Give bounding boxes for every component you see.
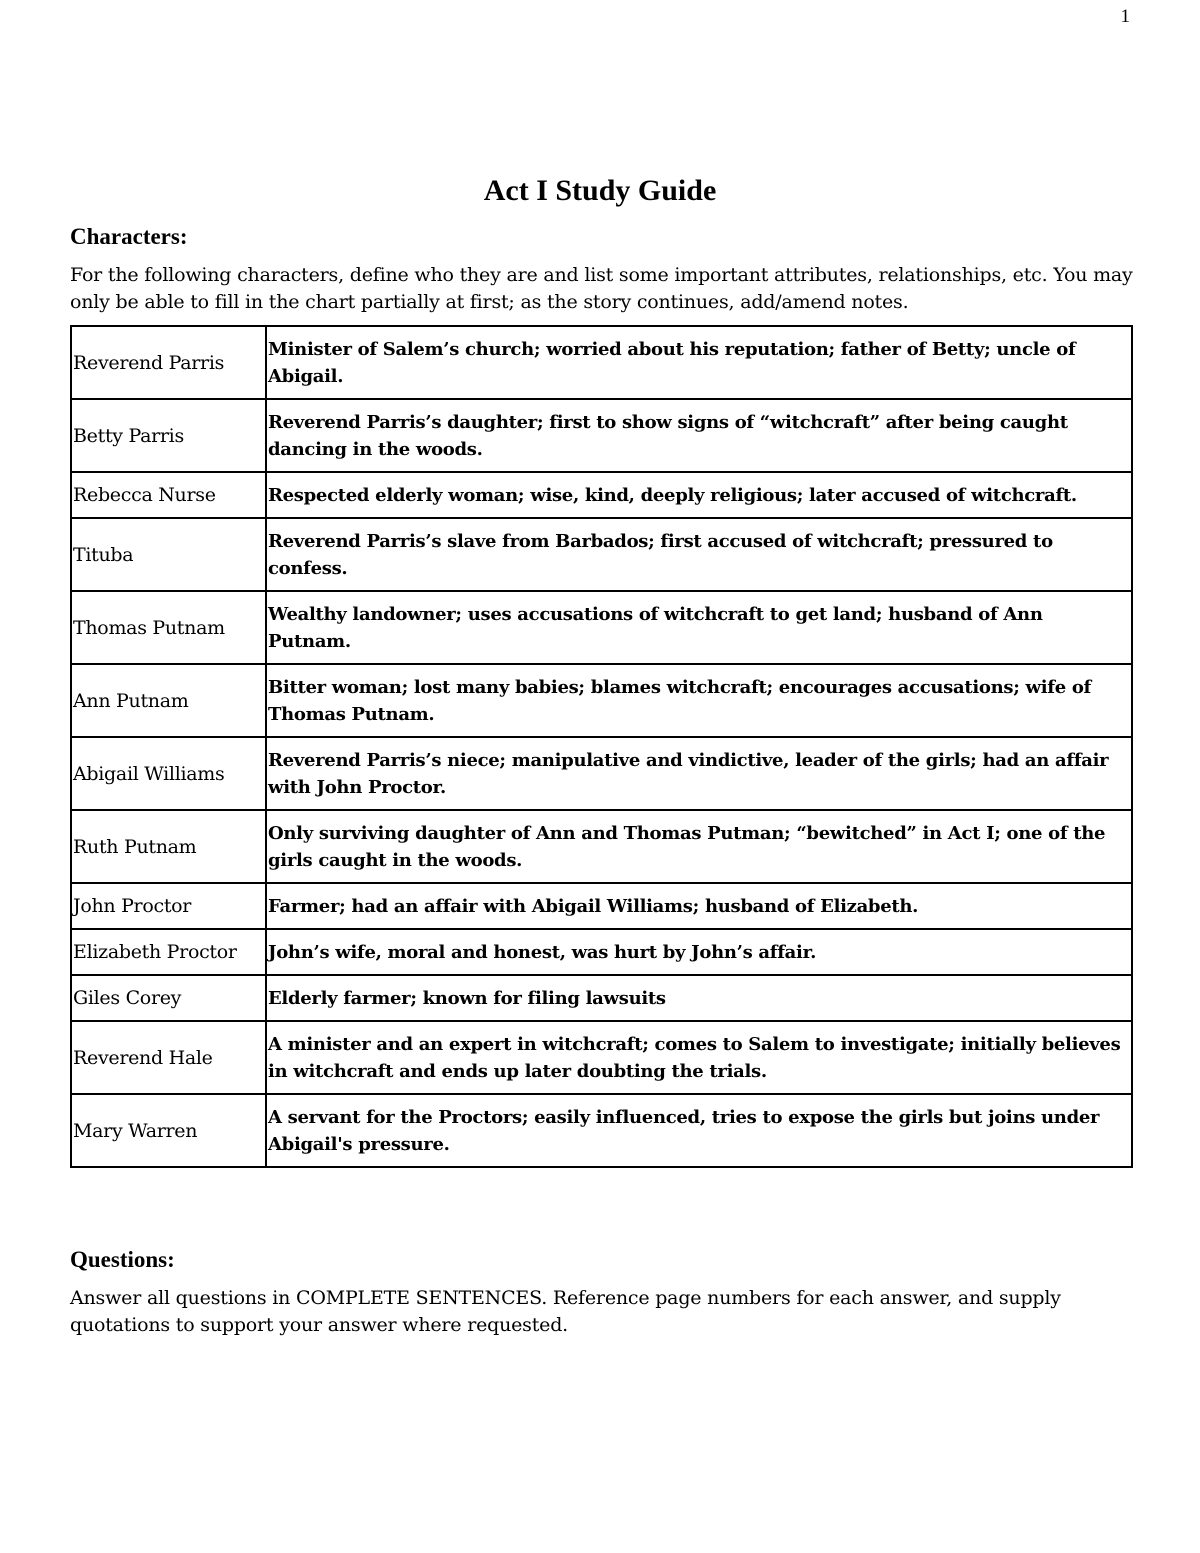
character-description: Bitter woman; lost many babies; blames witchcraft; encourages accusations; wife of Thomas Putnam. xyxy=(266,664,1132,737)
character-description: Reverend Parris’s niece; manipulative and vindictive, leader of the girls; had an affair with John Proctor. xyxy=(266,737,1132,810)
table-row xyxy=(71,326,1132,399)
character-description: Elderly farmer; known for filing lawsuits xyxy=(266,975,1132,1021)
table-row xyxy=(71,1021,1132,1094)
table-row xyxy=(71,1094,1132,1167)
characters-heading: Characters: xyxy=(70,224,188,249)
table-row xyxy=(71,399,1132,472)
character-name: Reverend Parris xyxy=(71,326,266,399)
table-row xyxy=(71,591,1132,664)
table-row xyxy=(71,975,1132,1021)
table-row xyxy=(71,664,1132,737)
character-name: Ruth Putnam xyxy=(71,810,266,883)
questions-heading: Questions: xyxy=(70,1247,175,1272)
character-description: Farmer; had an affair with Abigail Williams; husband of Elizabeth. xyxy=(266,883,1132,929)
table-row xyxy=(71,883,1132,929)
table-row xyxy=(71,929,1132,975)
character-name: Abigail Williams xyxy=(71,737,266,810)
character-description: Respected elderly woman; wise, kind, deeply religious; later accused of witchcraft. xyxy=(266,472,1132,518)
page-title: Act I Study Guide xyxy=(483,174,717,207)
character-name: Betty Parris xyxy=(71,399,266,472)
character-description: Wealthy landowner; uses accusations of witchcraft to get land; husband of Ann Putnam. xyxy=(266,591,1132,664)
character-name: Giles Corey xyxy=(71,975,266,1021)
table-row xyxy=(71,518,1132,591)
character-description: Minister of Salem’s church; worried about his reputation; father of Betty; uncle of Abigail. xyxy=(266,326,1132,399)
character-name: Elizabeth Proctor xyxy=(71,929,266,975)
character-name: Tituba xyxy=(71,518,266,591)
character-name: Ann Putnam xyxy=(71,664,266,737)
character-name: Reverend Hale xyxy=(71,1021,266,1094)
character-name: Mary Warren xyxy=(71,1094,266,1167)
character-name: Thomas Putnam xyxy=(71,591,266,664)
questions-instructions: Answer all questions in COMPLETE SENTENCES. Reference page numbers for each answer, and supply quotations to support your answer where requested. xyxy=(70,1287,1061,1336)
character-description: John’s wife, moral and honest, was hurt by John’s affair. xyxy=(266,929,1132,975)
character-description: Reverend Parris’s daughter; first to show signs of “witchcraft” after being caught dancing in the woods. xyxy=(266,399,1132,472)
characters-table xyxy=(70,325,1133,1168)
characters-instructions: For the following characters, define who they are and list some important attributes, relationships, etc. You may only be able to fill in the chart partially at first; as the story continues, add/amend notes. xyxy=(70,264,1133,313)
page-number: 1 xyxy=(1120,6,1130,27)
table-row xyxy=(71,810,1132,883)
table-row xyxy=(71,737,1132,810)
character-name: Rebecca Nurse xyxy=(71,472,266,518)
table-row xyxy=(71,472,1132,518)
character-description: A minister and an expert in witchcraft; comes to Salem to investigate; initially believes in witchcraft and ends up later doubting the trials. xyxy=(266,1021,1132,1094)
character-description: A servant for the Proctors; easily influenced, tries to expose the girls but joins under Abigail's pressure. xyxy=(266,1094,1132,1167)
character-name: John Proctor xyxy=(71,883,266,929)
character-description: Reverend Parris’s slave from Barbados; first accused of witchcraft; pressured to confess. xyxy=(266,518,1132,591)
character-description: Only surviving daughter of Ann and Thomas Putman; “bewitched” in Act I; one of the girls caught in the woods. xyxy=(266,810,1132,883)
